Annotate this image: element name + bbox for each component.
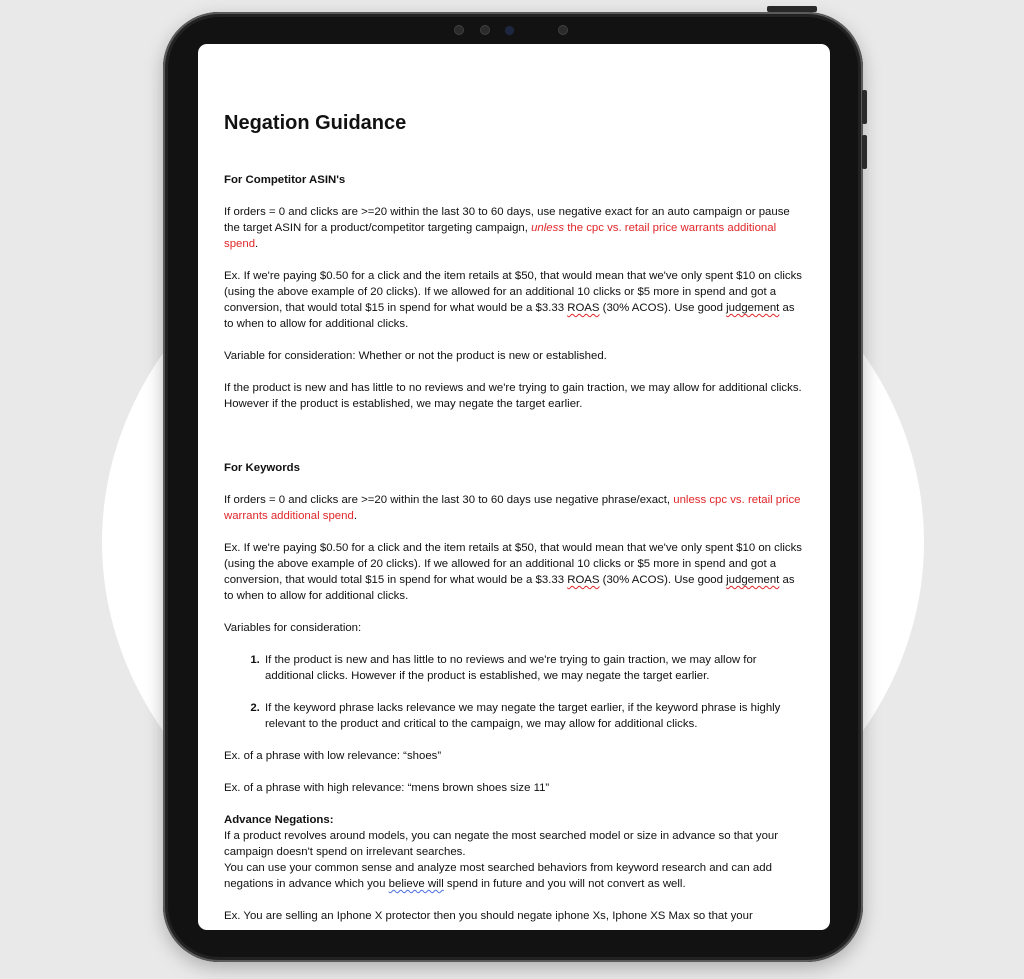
keywords-example-c: as to when to allow for additional clicks. bbox=[224, 574, 795, 602]
competitor-rule-red: the cpc vs. retail price warrants additional spend bbox=[224, 222, 777, 250]
camera-lens-icon bbox=[506, 27, 513, 34]
competitor-consideration: If the product is new and has little to no reviews and we're trying to gain traction, we may allow for additional clicks. However if the product is established, we may negate the target earlier. bbox=[224, 382, 802, 410]
competitor-rule bbox=[224, 204, 804, 252]
competitor-rule-text: If orders = 0 and clicks are >=20 within the last 30 to 60 days, use negative exact for an auto campaign or pause the target ASIN for a product/competitor targeting campaign, bbox=[224, 206, 790, 234]
high-relevance-example: Ex. of a phrase with high relevance: “mens brown shoes size 11” bbox=[224, 782, 550, 794]
keywords-variables-list bbox=[224, 652, 804, 732]
keywords-rule-text: If orders = 0 and clicks are >=20 within the last 30 to 60 days use negative phrase/exact, bbox=[224, 494, 674, 506]
keywords-rule-red: unless cpc vs. retail price warrants additional spend bbox=[224, 494, 801, 522]
competitor-example-judgement: judgement bbox=[726, 302, 780, 314]
advance-line2 bbox=[224, 860, 804, 892]
keywords-example-judgement: judgement bbox=[726, 574, 780, 586]
competitor-example-b: (30% ACOS). Use good bbox=[599, 302, 727, 314]
keywords-example-roas: ROAS bbox=[567, 574, 600, 586]
sensor-icon bbox=[454, 25, 464, 35]
keywords-example bbox=[224, 540, 804, 604]
keywords-variables-label: Variables for consideration: bbox=[224, 622, 362, 634]
competitor-example-c: as to when to allow for additional clicks. bbox=[224, 302, 795, 330]
document-title: Negation Guidance bbox=[224, 112, 407, 134]
competitor-example bbox=[224, 268, 804, 332]
list-item: 1. If the product is new and has little to no reviews and we're trying to gain traction, we may allow for additional clicks. However if the product is established, we may negate the target earlier. bbox=[263, 652, 804, 684]
competitor-heading: For Competitor ASIN's bbox=[224, 174, 346, 186]
low-relevance-example: Ex. of a phrase with low relevance: “shoes” bbox=[224, 750, 442, 762]
competitor-example-roas: ROAS bbox=[567, 302, 600, 314]
list-item: 2. If the keyword phrase lacks relevance we may negate the target earlier, if the keyword phrase is highly relevant to the product and critical to the campaign, we may allow for additional clicks. bbox=[263, 700, 804, 732]
camera-bar bbox=[440, 22, 590, 38]
keywords-heading: For Keywords bbox=[224, 462, 300, 474]
keywords-rule-end: . bbox=[353, 510, 357, 522]
advance-line2-a: You can use your common sense and analyze most searched behaviors from keyword research and can add negations in advance which you bbox=[224, 862, 772, 890]
advance-line2-b: spend in future and you will not convert as well. bbox=[443, 878, 686, 890]
advance-line2-sq: believe will bbox=[388, 878, 444, 890]
advance-heading: Advance Negations: bbox=[224, 814, 334, 826]
competitor-variable: Variable for consideration: Whether or not the product is new or established. bbox=[224, 350, 607, 362]
volume-up-button bbox=[862, 90, 867, 124]
volume-down-button bbox=[862, 135, 867, 169]
sensor-icon bbox=[480, 25, 490, 35]
competitor-example-a: Ex. If we're paying $0.50 for a click and the item retails at $50, that would mean that we've only spent $10 on clicks (using the above example of 20 clicks). If we allowed for an additional 10 clicks or $5 more in spend and got a conversion, that would total $15 in spend for what would be a $3.33 bbox=[224, 270, 802, 314]
keywords-rule bbox=[224, 492, 804, 524]
competitor-rule-unless: unless bbox=[531, 222, 565, 234]
tablet-screen bbox=[198, 44, 830, 930]
advance-example: Ex. You are selling an Iphone X protector then you should negate iphone Xs, Iphone XS Max so that your bbox=[224, 910, 753, 922]
competitor-rule-end: . bbox=[255, 238, 259, 250]
sensor-icon bbox=[558, 25, 568, 35]
document-page bbox=[224, 110, 804, 924]
keywords-example-a: Ex. If we're paying $0.50 for a click and the item retails at $50, that would mean that we've only spent $10 on clicks (using the above example of 20 clicks). If we allowed for an additional 10 clicks or $5 more in spend and got a conversion, that would total $15 in spend for what would be a $3.33 bbox=[224, 542, 802, 586]
keywords-example-b: (30% ACOS). Use good bbox=[599, 574, 727, 586]
advance-line1: If a product revolves around models, you can negate the most searched model or size in advance so that your campaign doesn't spend on irrelevant searches. bbox=[224, 830, 779, 858]
